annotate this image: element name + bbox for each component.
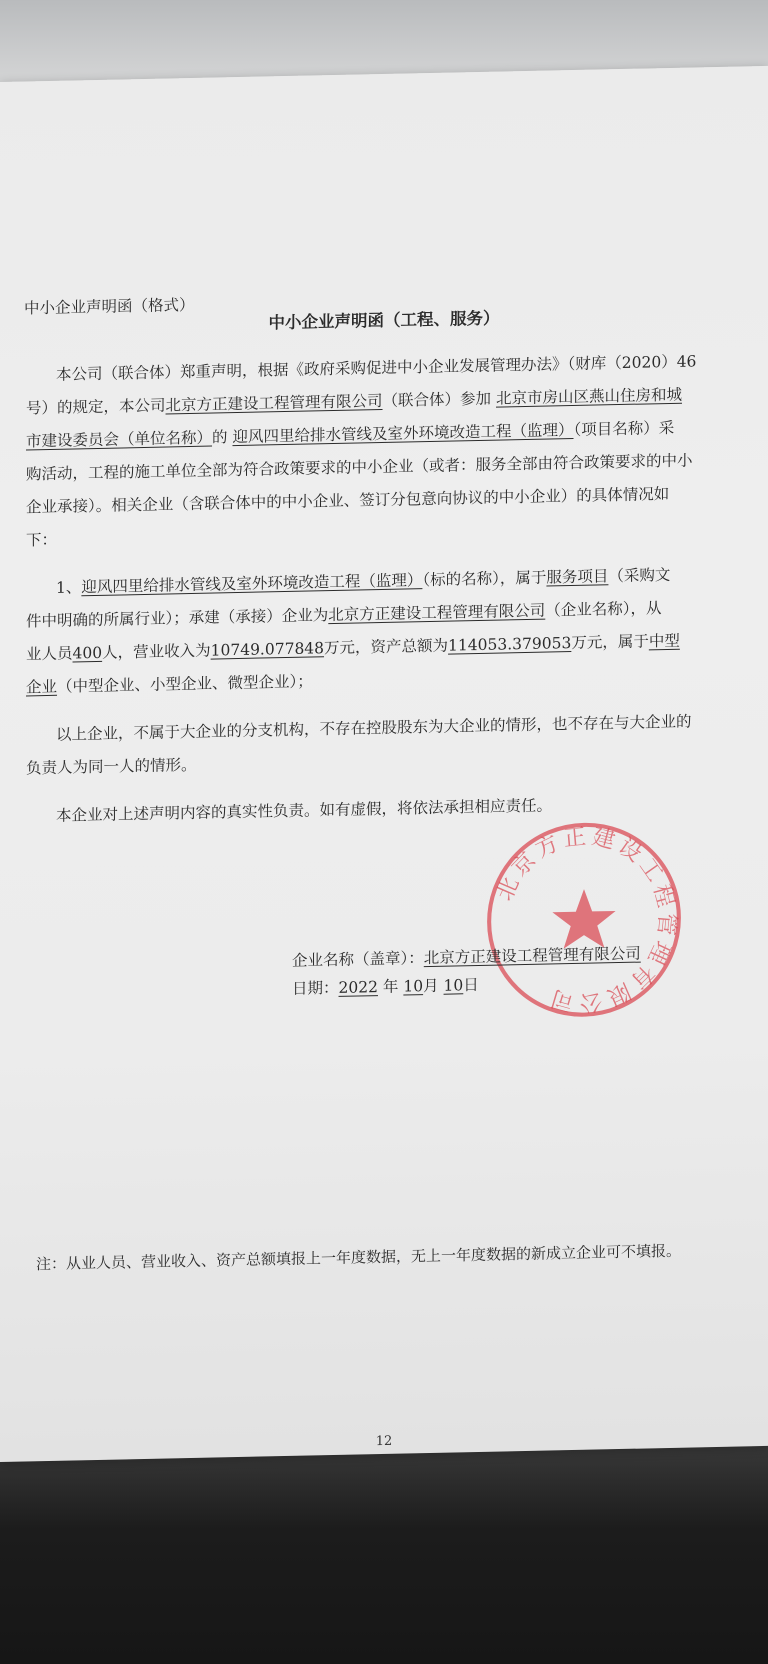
para2-line1: 1、迎风四里给排水管线及室外环境改造工程（监理）（标的名称），属于服务项目（采购文 — [56, 565, 671, 597]
form-label: 中小企业声明函（格式） — [24, 295, 195, 318]
para1-line2: 号）的规定，本公司北京方正建设工程管理有限公司（联合体）参加 北京市房山区燕山住房和城 — [26, 385, 682, 418]
para1-line3: 市建设委员会（单位名称）的 迎风四里给排水管线及室外环境改造工程（监理）（项目名称）采 — [26, 418, 675, 451]
footnote: 注：从业人员、营业收入、资产总额填报上一年度数据，无上一年度数据的新成立企业可不填报。 — [36, 1241, 682, 1274]
enterprise-size-cont: 企业 — [26, 677, 58, 697]
document-page — [0, 66, 768, 1462]
para4-line1: 本企业对上述声明内容的真实性负责。如有虚假，将依法承担相应责任。 — [56, 796, 553, 825]
para3-line1: 以上企业，不属于大企业的分支机构，不存在控股股东为大企业的情形，也不存在与大企业的 — [56, 712, 692, 744]
para2-line4: 企业（中型企业、小型企业、微型企业）； — [26, 672, 313, 697]
industry: 服务项目 — [546, 567, 609, 587]
para2-line3: 业人员400人，营业收入为10749.077848万元，资产总额为114053.379053万元，属于中型 — [26, 631, 680, 664]
signature-company-name: 北京方正建设工程管理有限公司 — [423, 944, 641, 968]
lot-name: 迎风四里给排水管线及室外环境改造工程（监理） — [81, 571, 423, 597]
project-name: 迎风四里给排水管线及室外环境改造工程（监理） — [232, 420, 574, 447]
date-day: 10 — [443, 976, 464, 995]
document-title: 中小企业声明函（工程、服务） — [268, 308, 500, 333]
enterprise-size: 中型 — [648, 631, 680, 651]
date-year: 2022 — [338, 978, 378, 997]
date-month: 10 — [403, 977, 424, 996]
unit-name: 北京市房山区燕山住房和城 — [495, 385, 682, 408]
para3-line2: 负责人为同一人的情形。 — [26, 755, 197, 778]
para1-line6: 下： — [26, 530, 58, 550]
company-name: 北京方正建设工程管理有限公司 — [165, 391, 383, 415]
para2-line2: 件中明确的所属行业）；承建（承接）企业为北京方正建设工程管理有限公司（企业名称），从 — [26, 599, 662, 631]
photo-background-bottom — [0, 1440, 768, 1664]
assets-value: 114053.379053 — [448, 634, 572, 655]
enterprise-name: 北京方正建设工程管理有限公司 — [328, 601, 546, 625]
staff-count: 400 — [72, 643, 103, 663]
svg-text:北京方正建设工程管理有限公司: 北京方正建设工程管理有限公司 — [491, 823, 681, 1017]
para1-line4: 购活动，工程的施工单位全部为符合政策要求的中小企业（或者：服务全部由符合政策要求的中小 — [26, 451, 693, 484]
signature-company-line: 企业名称（盖章）：北京方正建设工程管理有限公司 — [292, 944, 641, 970]
para1-line5: 企业承接）。相关企业（含联合体中的中小企业、签订分包意向协议的中小企业）的具体情况如 — [26, 484, 670, 517]
unit-name-cont: 市建设委员会（单位名称） — [26, 428, 213, 451]
signature-date-line: 日期：2022 年 10月 10日 — [292, 975, 479, 998]
page-number: 12 — [375, 1433, 393, 1450]
revenue-value: 10749.077848 — [210, 639, 325, 660]
para1-line1: 本公司（联合体）郑重声明，根据《政府采购促进中小企业发展管理办法》（财库（2020）46 — [56, 352, 697, 384]
company-seal-stamp — [482, 816, 686, 1024]
